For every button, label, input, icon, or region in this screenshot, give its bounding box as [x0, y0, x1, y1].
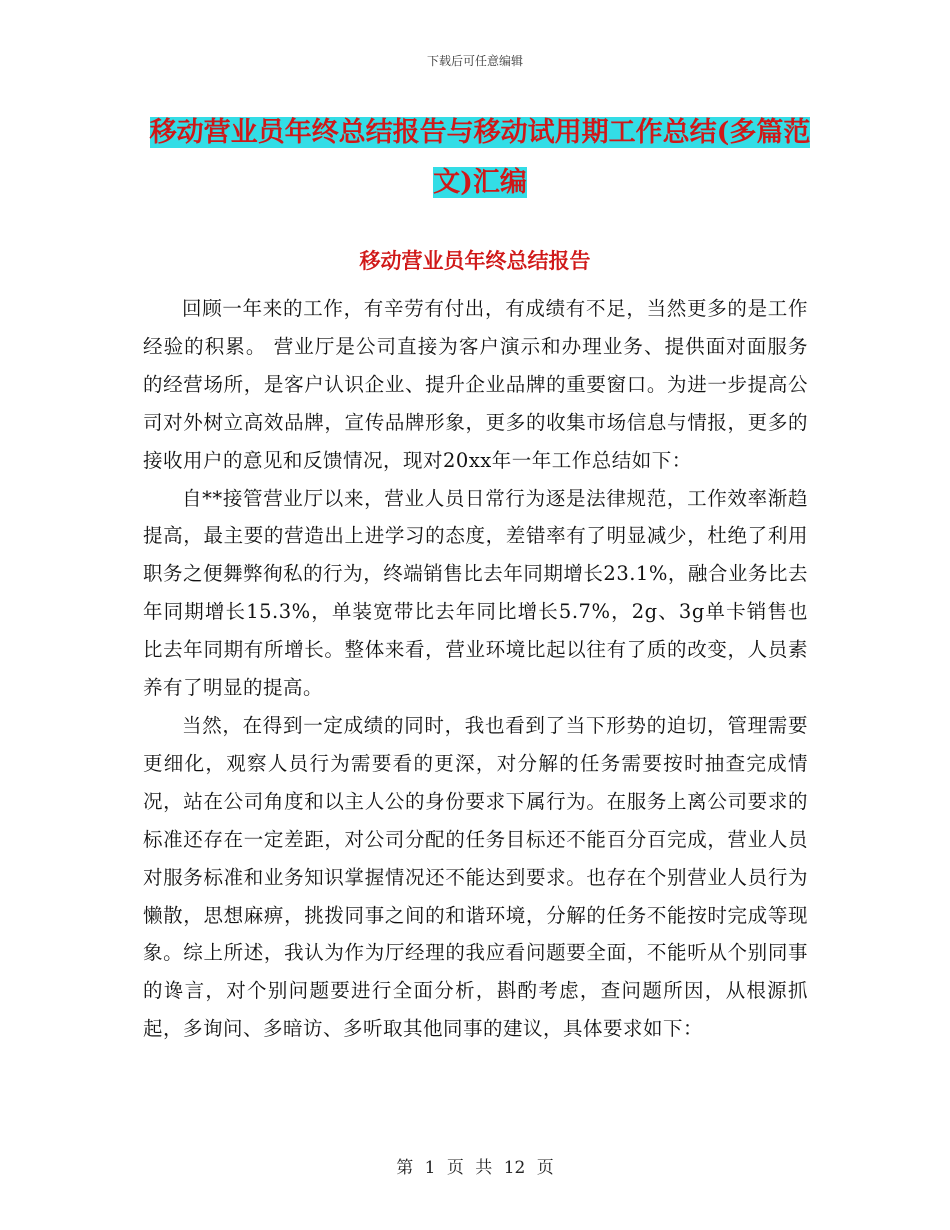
document-title-text: 移动营业员年终总结报告与移动试用期工作总结(多篇范文)汇编: [149, 117, 811, 198]
paragraph: 当然，在得到一定成绩的同时，我也看到了当下形势的迫切，管理需要更细化，观察人员行为需要看的更深，对分解的任务需要按时抽查完成情况，站在公司角度和以主人公的身份要求下属行为。在服务上离公司要求的标准还存在一定差距，对公司分配的任务目标还不能百分百完成，营业人员对服务标准和业务知识掌握情况还不能达到要求。也存在个别营业人员行为懒散，思想麻痹，挑拨同事之间的和谐环境，分解的任务不能按时完成等现象。综上所述，我认为作为厅经理的我应看问题要全面，不能听从个别同事的谗言，对个别问题要进行全面分析，斟酌考虑，查问题所因，从根源抓起，多询问、多暗访、多听取其他同事的建议，具体要求如下：: [143, 713, 808, 1041]
page-footer: 第 1 页 共 12 页: [396, 1158, 554, 1178]
document-title: [140, 108, 820, 208]
paragraph: 回顾一年来的工作，有辛劳有付出，有成绩有不足，当然更多的是工作经验的积累。 营业厅是公司直接为客户演示和办理业务、提供面对面服务的经营场所，是客户认识企业、提升企业品牌的重要窗口。为进一步提高公司对外树立高效品牌，宣传品牌形象，更多的收集市场信息与情报，更多的接收用户的意见和反馈情况，现对20xx年一年工作总结如下：: [143, 297, 808, 472]
paragraph: 自**接管营业厅以来，营业人员日常行为逐是法律规范，工作效率渐趋提高，最主要的营造出上进学习的态度，差错率有了明显减少，杜绝了利用职务之便舞弊徇私的行为，终端销售比去年同期增长23.1%，融合业务比去年同期增长15.3%，单装宽带比去年同比增长5.7%，2g、3g单卡销售也比去年同期有所增长。整体来看，营业环境比起以往有了质的改变，人员素养有了明显的提高。: [143, 486, 808, 700]
section-title: 移动营业员年终总结报告: [359, 248, 591, 273]
body-text: [143, 290, 808, 1048]
header-note: 下载后可任意编辑: [426, 54, 523, 68]
